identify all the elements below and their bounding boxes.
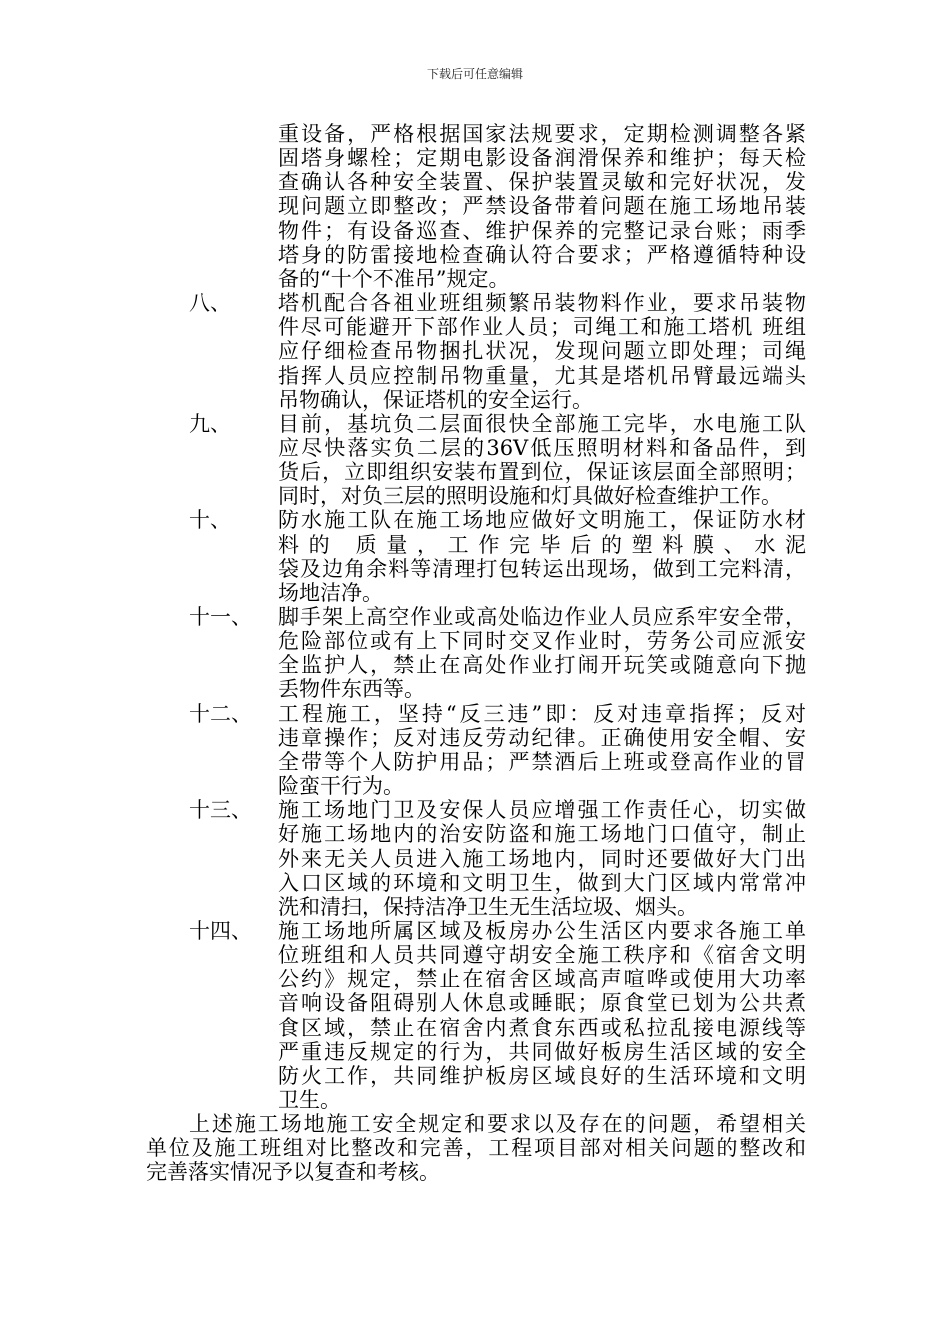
item-line: 食区域，禁止在宿舍内煮食东西或私拉乱接电源线等 (278, 1016, 806, 1040)
item-line: 防火工作，共同维护板房区域良好的生活环境和文明 (278, 1064, 806, 1088)
item-line: 料的 质量，工作完毕后的塑料膜、水泥 (278, 533, 806, 557)
closing-line: 完善落实情况予以复查和考核。 (146, 1160, 440, 1184)
item-line: 丢物件东西等。 (278, 677, 425, 701)
item-line: 入口区域的环境和文明卫生，做到大门区域内常常冲 (278, 871, 806, 895)
continuation-line: 备的“十个不准吊”规定。 (278, 267, 510, 291)
item-number: 十三、 (189, 798, 252, 822)
item-line: 货后，立即组织安装布置到位，保证该层面全部照明； (278, 460, 806, 484)
item-number: 九、 (189, 412, 231, 436)
continuation-line: 现问题立即整改；严禁设备带着问题在施工场地吊装 (278, 194, 806, 218)
item-line: 场地洁净。 (278, 581, 383, 605)
item-line: 违章操作；反对违反劳动纪律。正确使用安全帽、安 (278, 726, 806, 750)
item-line: 危险部位或有上下同时交叉作业时，劳务公司应派安 (278, 629, 806, 653)
item-number: 十一、 (189, 605, 252, 629)
closing-line: 上述施工场地施工安全规定和要求以及存在的问题，希望相关 (189, 1112, 806, 1136)
continuation-line: 塔身的防雷接地检查确认符合要求；严格遵循特种设 (278, 243, 806, 267)
item-line: 应仔细检查吊物捆扎状况，发现问题立即处理；司绳 (278, 339, 806, 363)
item-line: 险蛮干行为。 (278, 774, 404, 798)
item-line: 塔机配合各祖业班组频繁吊装物料作业，要求吊装物 (278, 291, 806, 315)
item-line: 吊物确认，保证塔机的安全运行。 (278, 388, 593, 412)
closing-line: 单位及施工班组对比整改和完善，工程项目部对相关问题的整改和 (146, 1136, 806, 1160)
item-line: 卫生。 (278, 1088, 341, 1112)
item-number: 十四、 (189, 919, 252, 943)
continuation-line: 物件；有设备巡查、维护保养的完整记录台账；雨季 (278, 219, 806, 243)
item-line: 袋及边角余料等清理打包转运出现场，做到工完料清， (278, 557, 806, 581)
item-line: 目前，基坑负二层面很快全部施工完毕，水电施工队 (278, 412, 806, 436)
page-header: 下载后可任意编辑 (426, 67, 523, 81)
item-line: 同时，对负三层的照明设施和灯具做好检查维护工作。 (278, 484, 782, 508)
continuation-line: 查确认各种安全装置、保护装置灵敏和完好状况，发 (278, 170, 806, 194)
item-number: 十二、 (189, 702, 252, 726)
continuation-line: 重设备，严格根据国家法规要求，定期检测调整各紧 (278, 122, 806, 146)
item-line: 公约》规定，禁止在宿舍区域高声喧哗或使用大功率 (278, 967, 806, 991)
item-line: 应尽快落实负二层的36V低压照明材料和备品件，到 (278, 436, 806, 460)
item-line: 施工场地所属区域及板房办公生活区内要求各施工单 (278, 919, 806, 943)
item-line: 洗和清扫，保持洁净卫生无生活垃圾、烟头。 (278, 895, 698, 919)
item-line: 件尽可能避开下部作业人员；司绳工和施工塔机 班组 (278, 315, 806, 339)
item-line: 好施工场地内的治安防盗和施工场地门口值守，制止 (278, 822, 806, 846)
item-line: 工程施工，坚持“反三违”即：反对违章指挥；反对 (278, 702, 806, 726)
item-line: 严重违反规定的行为，共同做好板房生活区域的安全 (278, 1040, 806, 1064)
item-line: 防水施工队在施工场地应做好文明施工，保证防水材 (278, 508, 806, 532)
item-line: 施工场地门卫及安保人员应增强工作责任心，切实做 (278, 798, 806, 822)
item-line: 音响设备阻碍别人休息或睡眠；原食堂已划为公共煮 (278, 991, 806, 1015)
item-number: 十、 (189, 508, 231, 532)
item-line: 全带等个人防护用品；严禁酒后上班或登高作业的冒 (278, 750, 806, 774)
item-number: 八、 (189, 291, 231, 315)
item-line: 位班组和人员共同遵守胡安全施工秩序和《宿舍文明 (278, 943, 806, 967)
item-line: 外来无关人员进入施工场地内，同时还要做好大门出 (278, 847, 806, 871)
item-line: 脚手架上高空作业或高处临边作业人员应系牢安全带， (278, 605, 806, 629)
item-line: 指挥人员应控制吊物重量，尤其是塔机吊臂最远端头 (278, 364, 806, 388)
continuation-line: 固塔身螺栓；定期电影设备润滑保养和维护；每天检 (278, 146, 806, 170)
item-line: 全监护人，禁止在高处作业打闹开玩笑或随意向下抛 (278, 653, 806, 677)
